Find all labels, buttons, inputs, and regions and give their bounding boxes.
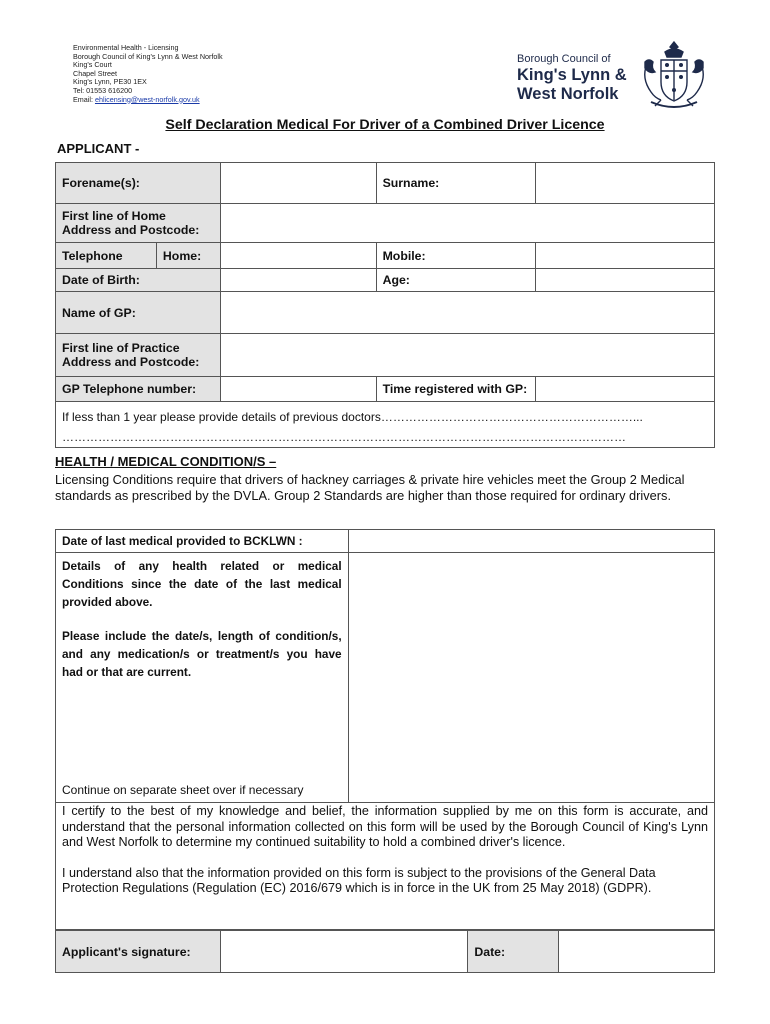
home-phone-label: Home:	[156, 243, 220, 269]
previous-doctors-line1: If less than 1 year please provide details of previous doctors………………………………………………………...	[62, 410, 643, 424]
health-heading: HEALTH / MEDICAL CONDITION/S –	[55, 454, 277, 469]
previous-doctors-line2: ……………………………………………………………………………………………………………………………	[62, 430, 626, 444]
council-address-block	[73, 44, 223, 104]
last-medical-label: Date of last medical provided to BCKLWN :	[56, 530, 349, 553]
home-address-label-line2: Address and Postcode:	[62, 223, 200, 237]
practice-address-label-line2: Address and Postcode:	[62, 355, 200, 369]
council-logo-text	[517, 53, 627, 104]
gp-name-label: Name of GP:	[56, 292, 221, 334]
practice-address-label	[56, 334, 221, 377]
time-registered-input[interactable]	[536, 377, 715, 402]
applicant-heading: APPLICANT -	[57, 141, 140, 156]
age-label: Age:	[376, 269, 536, 292]
health-details-label	[56, 553, 349, 803]
home-address-label	[56, 204, 221, 243]
email-label: Email:	[73, 94, 95, 104]
email-line	[73, 96, 223, 105]
surname-input[interactable]	[536, 163, 715, 204]
signature-table	[55, 930, 715, 973]
address-line: Borough Council of King's Lynn & West Norfolk	[73, 51, 223, 61]
certification-text	[62, 804, 708, 912]
gp-telephone-input[interactable]	[220, 377, 376, 402]
logo-line-1: King's Lynn &	[517, 66, 627, 84]
gp-name-input[interactable]	[220, 292, 714, 334]
address-line: King's Court	[73, 60, 112, 70]
previous-doctors-field[interactable]	[56, 402, 715, 448]
address-line: Chapel Street	[73, 68, 117, 78]
home-address-label-line1: First line of Home	[62, 209, 166, 223]
age-input[interactable]	[536, 269, 715, 292]
logo-small-text: Borough Council of	[517, 53, 611, 65]
mobile-label: Mobile:	[376, 243, 536, 269]
home-phone-input[interactable]	[220, 243, 376, 269]
gp-telephone-label: GP Telephone number:	[56, 377, 221, 402]
continue-sheet-note: Continue on separate sheet over if necessary	[62, 783, 304, 798]
time-registered-label: Time registered with GP:	[376, 377, 536, 402]
dob-input[interactable]	[220, 269, 376, 292]
forename-input[interactable]	[220, 163, 376, 204]
forename-label: Forename(s):	[56, 163, 221, 204]
council-crest-icon	[639, 40, 709, 112]
telephone-label: Telephone	[56, 243, 157, 269]
signature-label: Applicant's signature:	[56, 931, 221, 973]
signature-input[interactable]	[220, 931, 468, 973]
home-address-input[interactable]	[220, 204, 714, 243]
address-line: Environmental Health - Licensing	[73, 43, 179, 52]
health-details-input[interactable]	[348, 553, 714, 803]
date-input[interactable]	[559, 931, 715, 973]
dob-label: Date of Birth:	[56, 269, 221, 292]
logo-line-2: West Norfolk	[517, 85, 619, 103]
certification-paragraph-1: I certify to the best of my knowledge and belief, the information supplied by me on this form is accurate, and understand that the personal information collected on this form will be used by the Borough Council of King's Lynn and West Norfolk to determine my continued suitability to hold a combined driver's licence.	[62, 804, 708, 850]
certification-paragraph-2: I understand also that the information provided on this form is subject to the provisions of the General Data Protection Regulations (Regulation (EC) 2016/679 which is in force in the UK from 25 May 2018) (GDPR).	[62, 865, 656, 896]
applicant-table	[55, 162, 715, 448]
last-medical-input[interactable]	[348, 530, 714, 553]
address-line: Tel: 01553 616200	[73, 85, 133, 95]
date-label: Date:	[468, 931, 559, 973]
practice-address-input[interactable]	[220, 334, 714, 377]
health-intro-text: Licensing Conditions require that drivers of hackney carriages & private hire vehicles meet the Group 2 Medical standards as prescribed by the DVLA. Group 2 Standards are higher than those required for ordinary drivers.	[55, 472, 685, 503]
address-line: King's Lynn, PE30 1EX	[73, 77, 147, 87]
health-include-text: Please include the date/s, length of condition/s, and any medication/s or treatment/s you have had or that are current.	[62, 629, 342, 679]
health-details-text: Details of any health related or medical Conditions since the date of the last medical provided above.	[62, 559, 342, 609]
form-title: Self Declaration Medical For Driver of a Combined Driver Licence	[165, 117, 605, 133]
mobile-input[interactable]	[536, 243, 715, 269]
email-link[interactable]: ehlicensing@west-norfolk.gov.uk	[94, 94, 200, 104]
practice-address-label-line1: First line of Practice	[62, 341, 180, 355]
surname-label: Surname:	[376, 163, 536, 204]
health-table	[55, 529, 715, 803]
